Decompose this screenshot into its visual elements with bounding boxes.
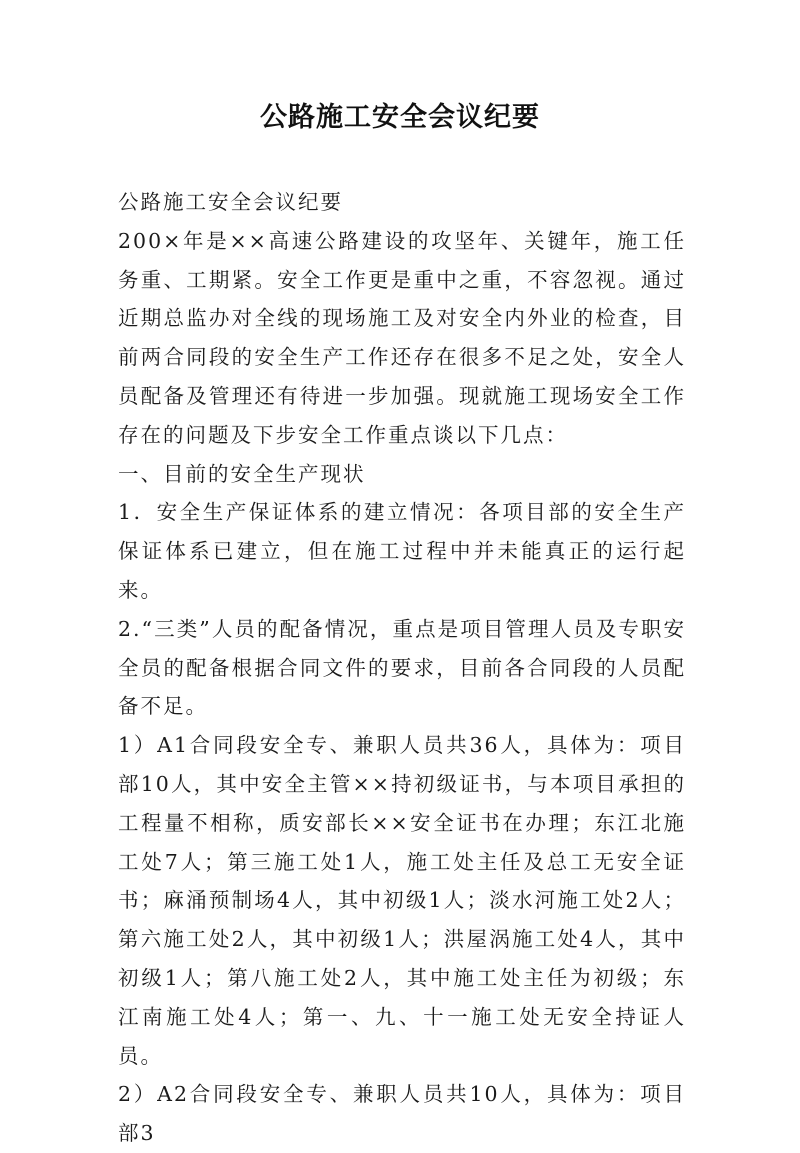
paragraph-intro: 200×年是××高速公路建设的攻坚年、关键年，施工任务重、工期紧。安全工作更是重中之重，不容忽视。通过近期总监办对全线的现场施工及对安全内外业的检查，目前两合同段的安全生产工作还存在很多不足之处，安全人员配备及管理还有待进一步加强。现就施工现场安全工作存在的问题及下步安全工作重点谈以下几点：: [118, 228, 686, 447]
document-title: 公路施工安全会议纪要: [260, 102, 540, 133]
paragraph-subtitle: 公路施工安全会议纪要: [118, 190, 343, 214]
section-heading: 一、目前的安全生产现状: [118, 461, 366, 486]
paragraph-item-1: 1．安全生产保证体系的建立情况：各项目部的安全生产保证体系已建立，但在施工过程中并未能真正的运行起来。: [118, 500, 686, 602]
paragraph-item-2: 2.“三类”人员的配备情况，重点是项目管理人员及专职安全员的配备根据合同文件的要求，目前各合同段的人员配备不足。: [118, 616, 686, 719]
document-body: [118, 183, 686, 1153]
paragraph-sub-item-1: 1）A1合同段安全专、兼职人员共36人，具体为：项目部10人，其中安全主管××持初级证书，与本项目承担的工程量不相称，质安部长××安全证书在办理；东江北施工处7人；第三施工处1人，施工处主任及总工无安全证书；麻涌预制场4人，其中初级1人；淡水河施工处2人；第六施工处2人，其中初级1人；洪屋涡施工处4人，其中初级1人；第八施工处2人，其中施工处主任为初级；东江南施工处4人；第一、九、十一施工处无安全持证人员。: [118, 733, 686, 1068]
paragraph-sub-item-2: 2）A2合同段安全专、兼职人员共10人，具体为：项目部3: [118, 1082, 686, 1146]
